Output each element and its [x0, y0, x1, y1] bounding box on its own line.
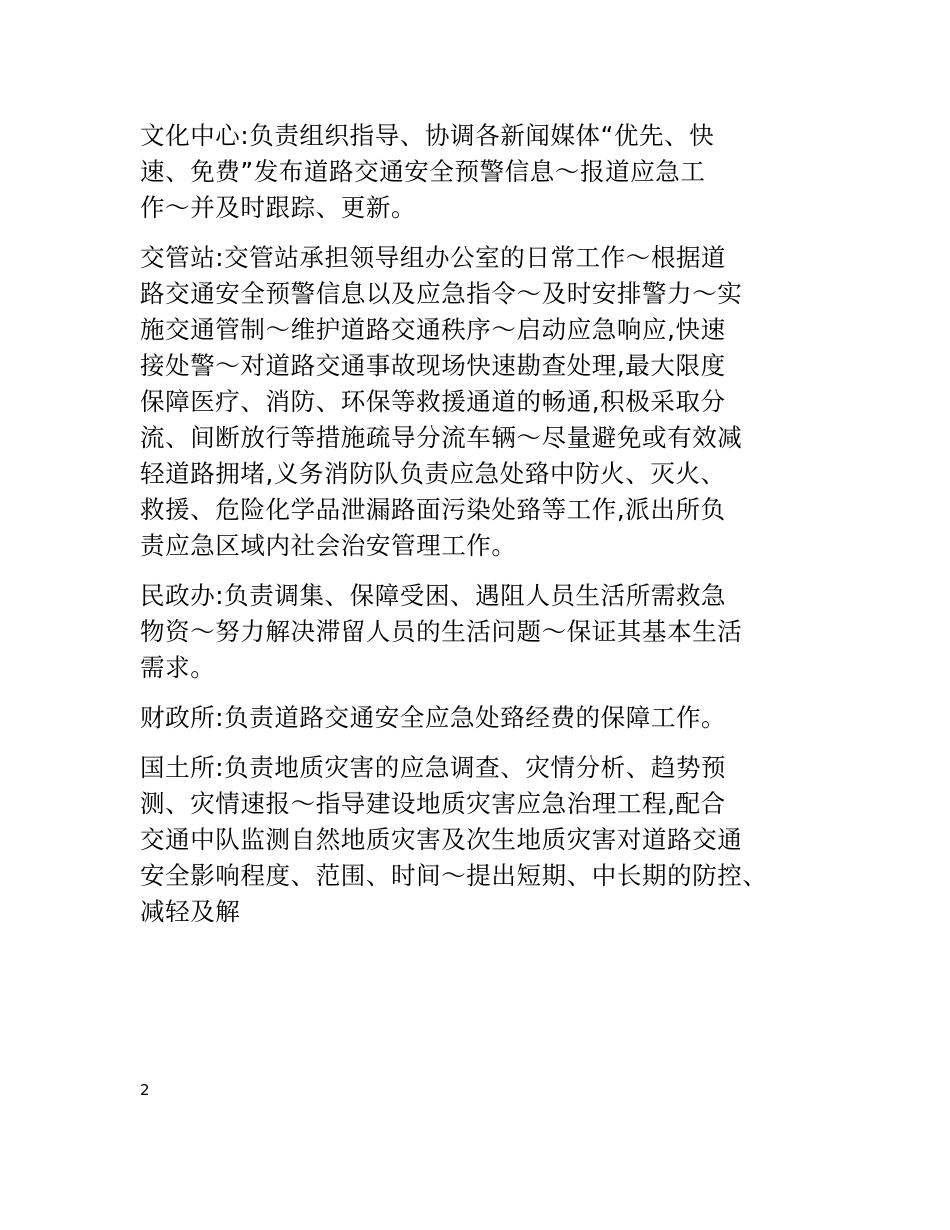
text-line: 救援、危险化学品泄漏路面污染处臵等工作,派出所负: [140, 495, 726, 524]
paragraph-civil-affairs: [140, 578, 830, 686]
text-line: 速、免费”发布道路交通安全预警信息～报道应急工: [140, 157, 706, 186]
text-line: 轻道路拥堵,义务消防队负责应急处臵中防火、灭火、: [140, 459, 726, 488]
text-line: 需求。: [140, 653, 216, 682]
body-text: [140, 118, 830, 944]
text-line: 流、间断放行等措施疏导分流车辆～尽量避免或有效减: [140, 423, 743, 452]
text-line: 保障医疗、消防、环保等救援通道的畅通,积极采取分: [140, 387, 726, 416]
text-line: 交管站:交管站承担领导组办公室的日常工作～根据道: [140, 243, 727, 272]
text-line: 测、灾情速报～指导建设地质灾害应急治理工程,配合: [140, 789, 726, 818]
text-line: 文化中心:负责组织指导、协调各新闻媒体“优先、快: [140, 121, 715, 150]
text-line: 财政所:负责道路交通安全应急处臵经费的保障工作。: [140, 703, 727, 732]
text-line: 接处警～对道路交通事故现场快速勘查处理,最大限度: [140, 351, 726, 380]
text-line: 物资～努力解决滞留人员的生活问题～保证其基本生活: [140, 617, 743, 646]
text-line: 路交通安全预警信息以及应急指令～及时安排警力～实: [140, 279, 743, 308]
page-number: 2: [140, 1081, 150, 1099]
text-line: 减轻及解: [140, 897, 241, 926]
text-line: 作～并及时跟踪、更新。: [140, 193, 417, 222]
text-line: 交通中队监测自然地质灾害及次生地质灾害对道路交通: [140, 825, 743, 854]
text-line: 施交通管制～维护道路交通秩序～启动应急响应,快速: [140, 315, 726, 344]
text-line: 安全影响程度、范围、时间～提出短期、中长期的防控、: [140, 861, 768, 890]
text-line: 国土所:负责地质灾害的应急调查、灾情分析、趋势预: [140, 753, 727, 782]
paragraph-culture-center: [140, 118, 830, 226]
text-line: 责应急区域内社会治安管理工作。: [140, 531, 517, 560]
paragraph-finance-office: [140, 700, 830, 736]
paragraph-land-resources: [140, 750, 830, 930]
text-line: 民政办:负责调集、保障受困、遇阻人员生活所需救急: [140, 581, 727, 610]
paragraph-traffic-station: [140, 240, 830, 564]
